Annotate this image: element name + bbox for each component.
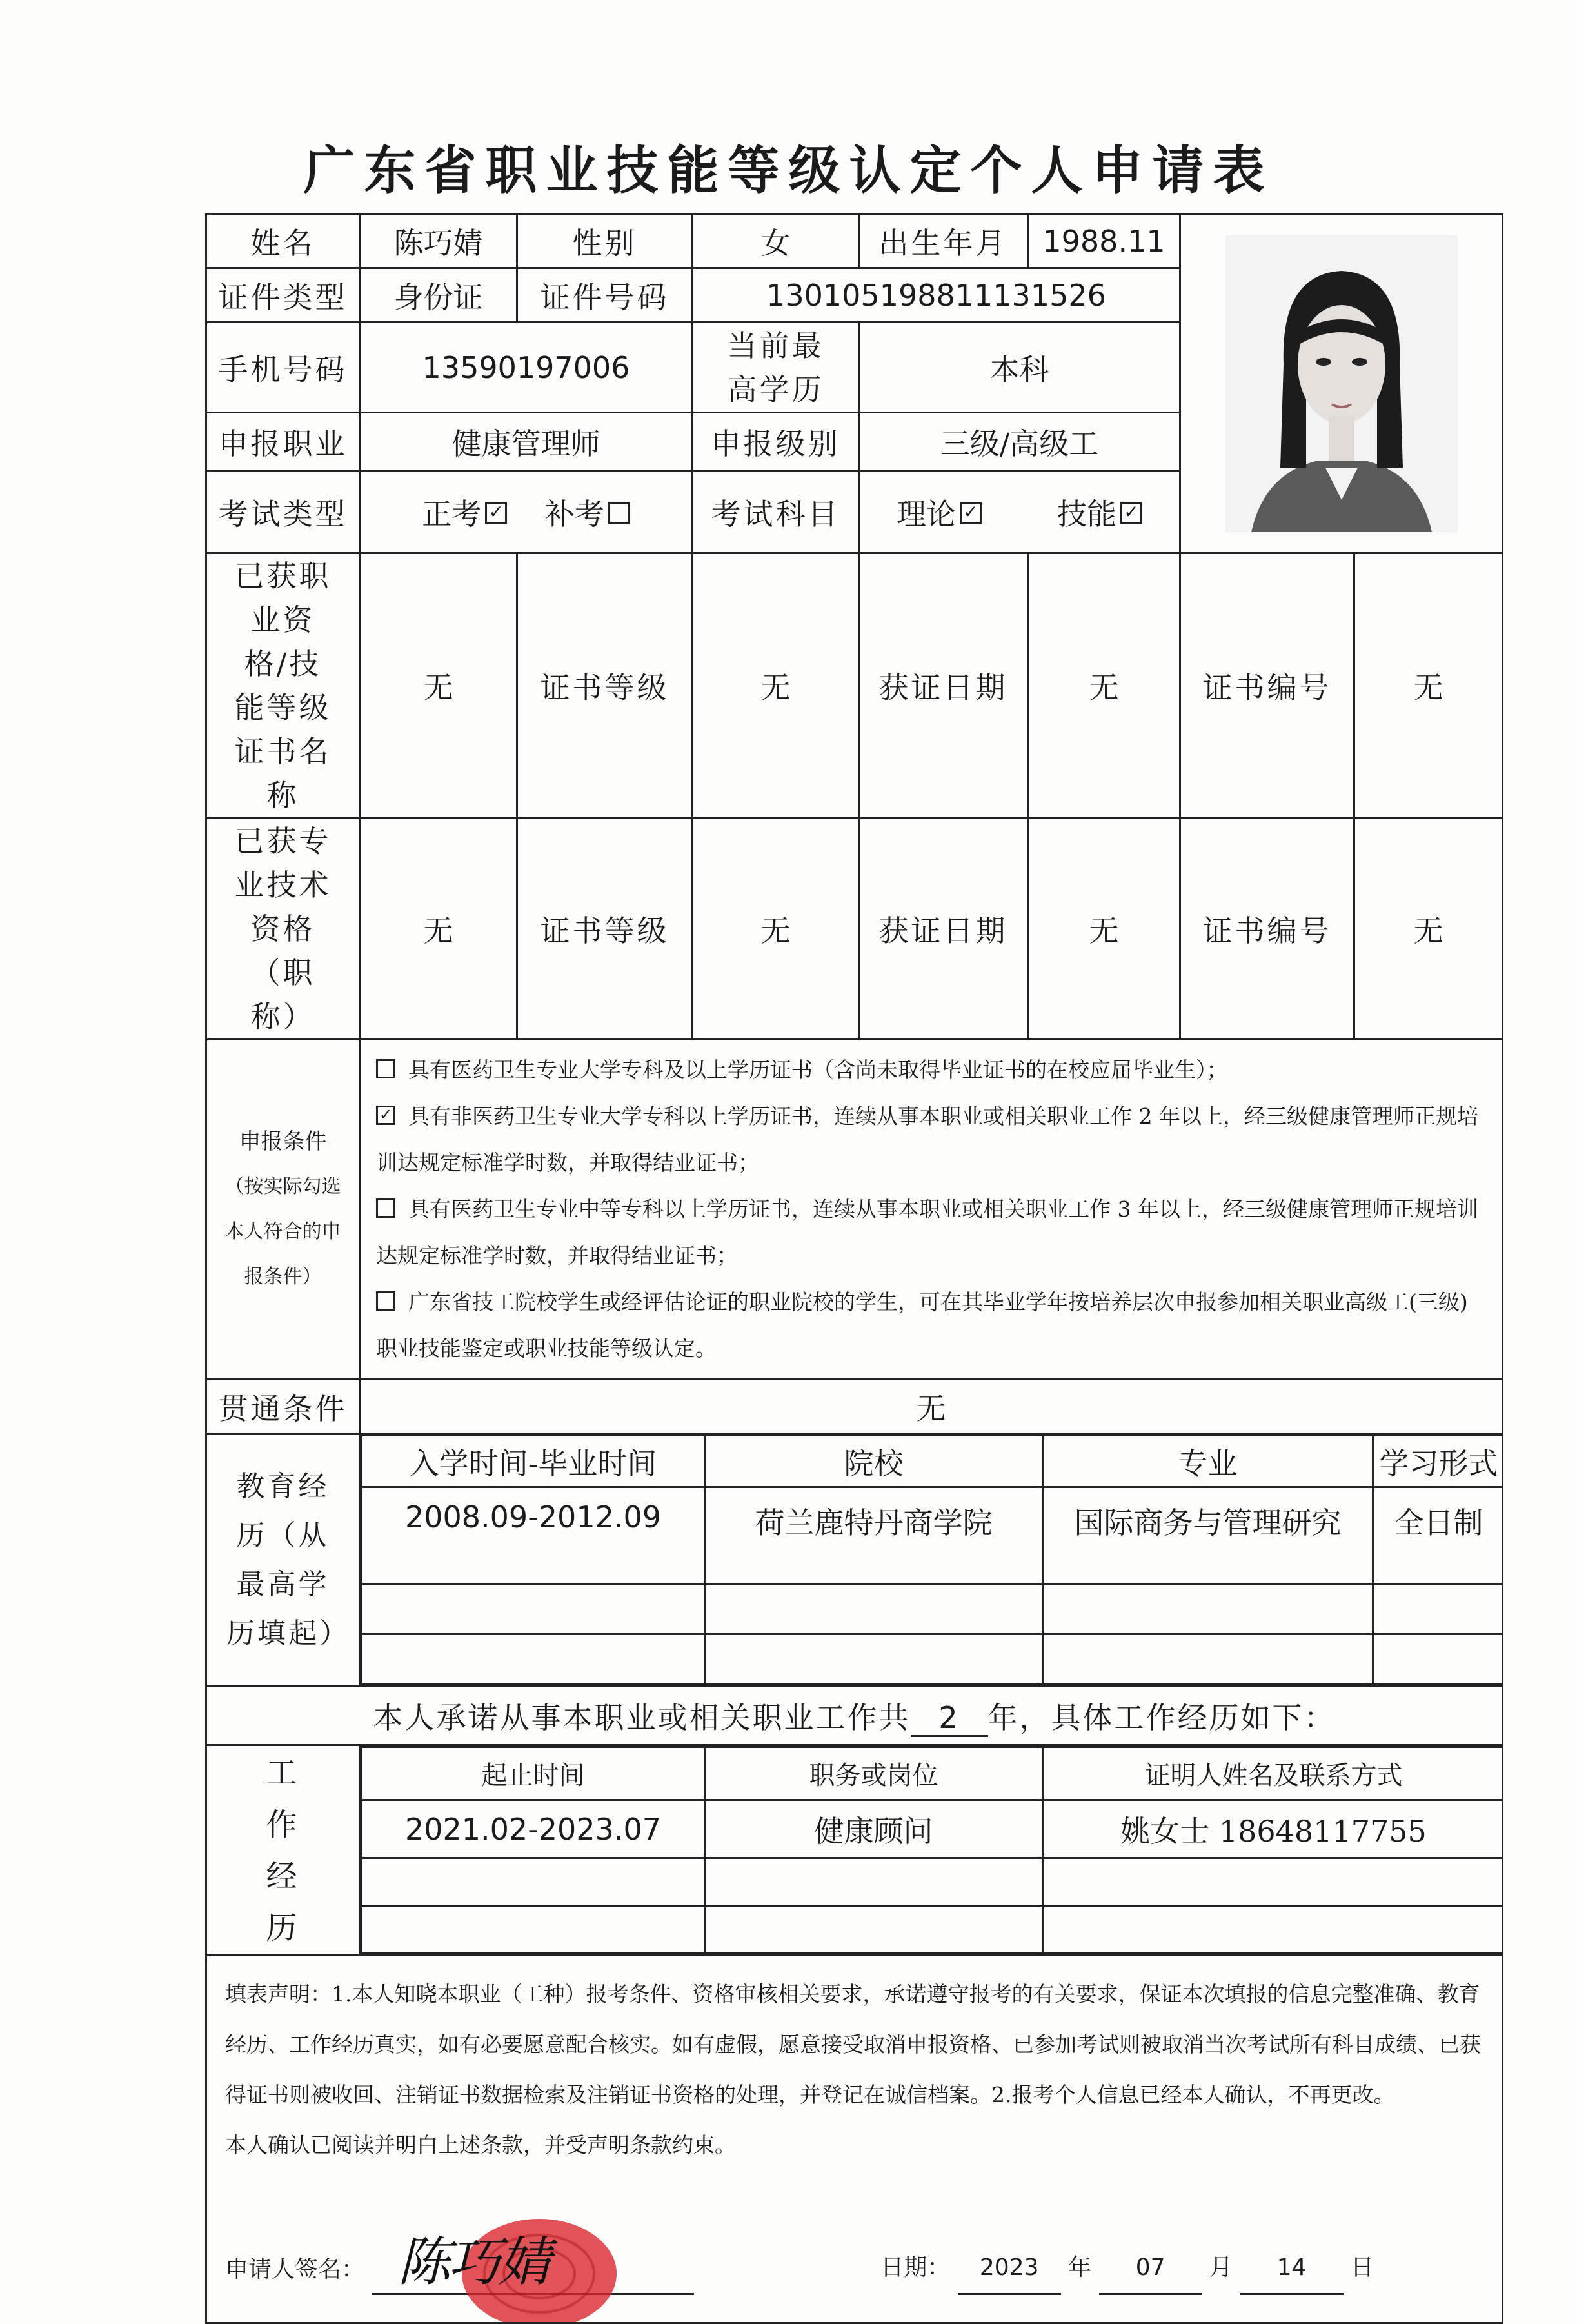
edu-time-cell	[362, 1584, 705, 1634]
obtained-title-label: 已获专业技术资格（职称）	[206, 819, 360, 1040]
edu-form-cell: 全日制	[1373, 1487, 1503, 1584]
table-row	[362, 1584, 1503, 1634]
condition-item: ✓ 具有非医药卫生专业大学专科以上学历证书，连续从事本职业或相关职业工作 2 年以上，经三级健康管理师正规培训达规定标准学时数，并取得结业证书；	[376, 1104, 1478, 1175]
education-history-table-cell	[360, 1434, 1503, 1687]
work-history-table-cell	[360, 1745, 1503, 1956]
edu-major-cell	[1043, 1584, 1373, 1634]
education-history-table	[361, 1435, 1503, 1685]
conditions-list	[360, 1040, 1503, 1380]
work-position-cell	[705, 1906, 1043, 1954]
condition-checkbox-3[interactable]	[376, 1198, 395, 1218]
title-number-label: 证书编号	[1180, 819, 1354, 1040]
work-position-header: 职务或岗位	[705, 1747, 1043, 1800]
name-value: 陈巧婧	[360, 214, 517, 268]
work-time-header: 起止时间	[362, 1747, 705, 1800]
birth-label: 出生年月	[859, 214, 1028, 268]
exam-regular-checkbox[interactable]: ✓	[485, 502, 507, 524]
id-type-value: 身份证	[360, 268, 517, 323]
signature-row	[225, 2222, 1483, 2295]
work-reference-header: 证明人姓名及联系方式	[1043, 1747, 1503, 1800]
date-year-field[interactable]: 2023	[958, 2243, 1061, 2295]
condition-checkbox-4[interactable]	[376, 1291, 395, 1311]
condition-item: 具有医药卫生专业大学专科及以上学历证书（含尚未取得毕业证书的在校应届毕业生）；	[376, 1047, 1486, 1093]
table-row	[362, 1634, 1503, 1685]
work-time-cell	[362, 1906, 705, 1954]
cert-level-label: 证书等级	[517, 553, 693, 819]
level-value: 三级/高级工	[859, 413, 1180, 471]
work-reference-cell	[1043, 1906, 1503, 1954]
table-row	[362, 1906, 1503, 1954]
work-years-value: 2	[911, 1700, 988, 1737]
occupation-value: 健康管理师	[360, 413, 693, 471]
occupation-label: 申报职业	[206, 413, 360, 471]
id-type-label: 证件类型	[206, 268, 360, 323]
title-level-value: 无	[693, 819, 859, 1040]
cert-date-label: 获证日期	[859, 553, 1028, 819]
condition-item: 具有医药卫生专业中等专科以上学历证书，连续从事本职业或相关职业工作 3 年以上，经三级健康管理师正规培训达规定标准学时数，并取得结业证书；	[376, 1197, 1478, 1268]
exam-makeup-option[interactable]: 补考	[545, 497, 630, 531]
condition-item: 广东省技工院校学生或经评估论证的职业院校的学生，可在其毕业学年按培养层次申报参加相关职业高级工(三级)职业技能鉴定或职业技能等级认定。	[376, 1289, 1468, 1361]
date-label: 日期：	[880, 2254, 951, 2281]
gender-value: 女	[693, 214, 859, 268]
edu-time-cell	[362, 1634, 705, 1685]
edu-major-header: 专业	[1043, 1436, 1373, 1487]
edu-form-cell	[1373, 1634, 1503, 1685]
subject-theory-checkbox[interactable]: ✓	[960, 502, 982, 524]
cert-date-value: 无	[1028, 553, 1180, 819]
work-history-label: 工作经历	[206, 1745, 360, 1956]
subject-skill-checkbox[interactable]: ✓	[1120, 502, 1142, 524]
edu-major-cell	[1043, 1634, 1373, 1685]
application-form	[205, 213, 1503, 2324]
work-reference-cell: 姚女士 18648117755	[1043, 1800, 1503, 1858]
signature-field[interactable]	[372, 2222, 694, 2295]
edu-time-cell: 2008.09-2012.09	[362, 1487, 705, 1584]
applicant-photo	[1225, 235, 1458, 532]
cert-level-value: 无	[693, 553, 859, 819]
work-position-cell	[705, 1858, 1043, 1906]
table-row	[362, 1858, 1503, 1906]
education-value: 本科	[859, 323, 1180, 413]
signature-group	[225, 2222, 694, 2295]
condition-checkbox-1[interactable]	[376, 1059, 395, 1078]
through-label: 贯通条件	[206, 1380, 360, 1434]
portrait-photo-icon	[1225, 235, 1458, 532]
date-group: 日期： 2023 年 07 月 14 日	[880, 2243, 1374, 2295]
edu-school-cell: 荷兰鹿特丹商学院	[705, 1487, 1043, 1584]
edu-form-cell	[1373, 1584, 1503, 1634]
obtained-title-value: 无	[360, 819, 517, 1040]
condition-checkbox-2[interactable]: ✓	[376, 1106, 395, 1125]
exam-makeup-checkbox[interactable]	[608, 502, 630, 524]
exam-regular-option[interactable]: 正考 ✓	[422, 497, 517, 531]
phone-label: 手机号码	[206, 323, 360, 413]
phone-value: 13590197006	[360, 323, 693, 413]
work-time-cell	[362, 1858, 705, 1906]
title-number-value: 无	[1354, 819, 1503, 1040]
exam-type-options	[360, 471, 693, 553]
work-history-table	[361, 1746, 1503, 1954]
exam-subject-options	[859, 471, 1180, 553]
date-day-field[interactable]: 14	[1240, 2243, 1344, 2295]
birth-value: 1988.11	[1028, 214, 1180, 268]
photo-cell	[1180, 214, 1503, 553]
cert-number-value: 无	[1354, 553, 1503, 819]
signature-label: 申请人签名：	[225, 2256, 365, 2283]
name-label: 姓名	[206, 214, 360, 268]
through-value: 无	[360, 1380, 1503, 1434]
subject-theory-option[interactable]: 理论 ✓	[897, 497, 991, 531]
declaration-text: 填表声明：1.本人知晓本职业（工种）报考条件、资格审核相关要求，承诺遵守报考的有关要求，保证本次填报的信息完整准确、教育经历、工作经历真实，如有必要愿意配合核实。如有虚假，愿意接受取消申报资格、已参加考试则被取消当次考试所有科目成绩、已获得证书则被收回、注销证书数据检索及注销证书资格的处理，并登记在诚信档案。2.报考个人信息已经本人确认，不再更改。	[225, 1981, 1481, 2107]
work-reference-cell	[1043, 1858, 1503, 1906]
work-commitment: 本人承诺从事本职业或相关职业工作共 2 年，具体工作经历如下：	[206, 1687, 1503, 1745]
work-time-cell: 2021.02-2023.07	[362, 1800, 705, 1858]
gender-label: 性别	[517, 214, 693, 268]
edu-school-cell	[705, 1634, 1043, 1685]
edu-major-cell: 国际商务与管理研究	[1043, 1487, 1373, 1584]
edu-time-header: 入学时间-毕业时间	[362, 1436, 705, 1487]
date-month-field[interactable]: 07	[1099, 2243, 1202, 2295]
exam-subject-label: 考试科目	[693, 471, 859, 553]
conditions-label: 申报条件	[239, 1129, 327, 1155]
edu-form-header: 学习形式	[1373, 1436, 1503, 1487]
table-row	[362, 1800, 1503, 1858]
edu-school-cell	[705, 1584, 1043, 1634]
edu-school-header: 院校	[705, 1436, 1043, 1487]
handwritten-signature: 陈巧婧	[397, 2232, 549, 2293]
id-number-value: 130105198811131526	[693, 268, 1180, 323]
exam-type-label: 考试类型	[206, 471, 360, 553]
cert-number-label: 证书编号	[1180, 553, 1354, 819]
conditions-label-cell	[206, 1040, 360, 1380]
subject-skill-option[interactable]: 技能 ✓	[1057, 497, 1142, 531]
table-row	[362, 1487, 1503, 1584]
level-label: 申报级别	[693, 413, 859, 471]
obtained-cert-label: 已获职业资格/技能等级证书名称	[206, 553, 360, 819]
education-history-label: 教育经历（从最高学历填起）	[206, 1434, 360, 1687]
title-date-value: 无	[1028, 819, 1180, 1040]
page-title: 广东省职业技能等级认定个人申请表	[303, 140, 1274, 201]
work-position-cell: 健康顾问	[705, 1800, 1043, 1858]
declaration-section	[206, 1956, 1503, 2323]
title-date-label: 获证日期	[859, 819, 1028, 1040]
conditions-note: （按实际勾选本人符合的申报条件）	[224, 1175, 341, 1288]
obtained-cert-value: 无	[360, 553, 517, 819]
declaration-confirm: 本人确认已阅读并明白上述条款，并受声明条款约束。	[225, 2132, 736, 2158]
id-number-label: 证件号码	[517, 268, 693, 323]
title-level-label: 证书等级	[517, 819, 693, 1040]
education-label: 当前最高学历	[693, 323, 859, 413]
